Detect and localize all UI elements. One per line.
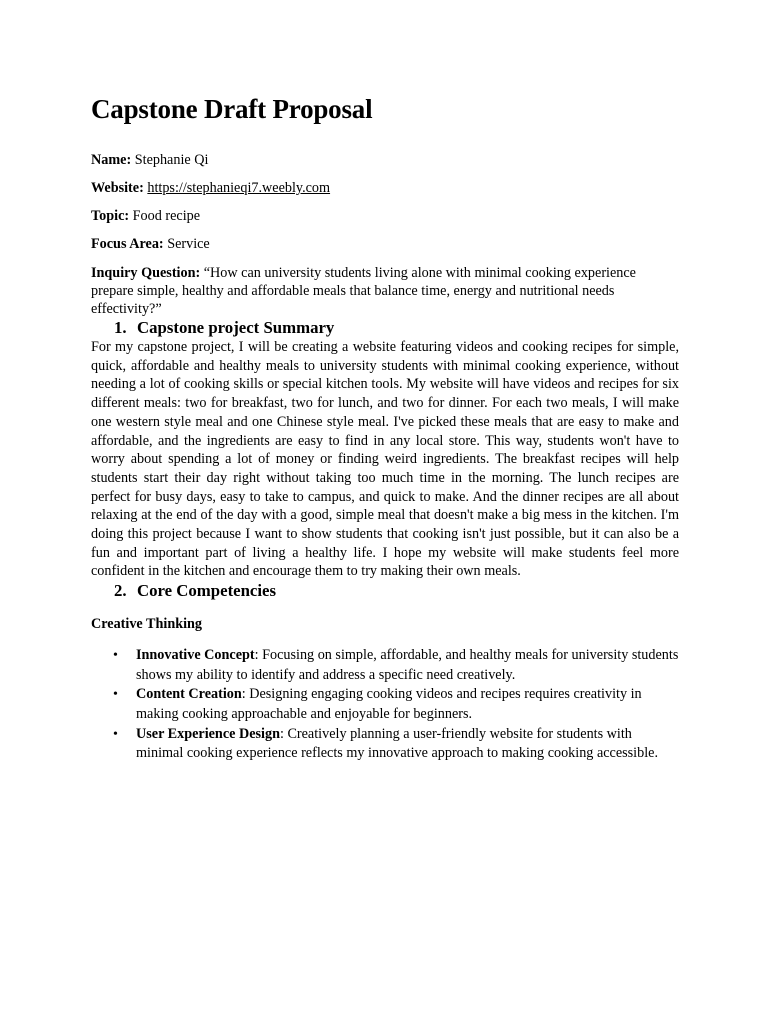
list-item-text: : Focusing on simple, affordable, and healthy meals for university students shows my ability to identify and address a specific need creatively. <box>136 647 679 683</box>
bullet-icon: • <box>113 648 118 664</box>
list-item-term: Content Creation <box>136 686 242 703</box>
document-content <box>91 92 679 764</box>
bullet-icon: • <box>113 726 118 742</box>
inquiry-question-label: Inquiry Question: <box>91 265 201 281</box>
name-field <box>91 152 679 169</box>
section-title: Capstone project Summary <box>137 318 335 337</box>
list-item <box>91 725 679 764</box>
focus-area-label: Focus Area: <box>91 236 164 252</box>
website-link[interactable]: https://stephanieqi7.weebly.com <box>147 180 331 196</box>
document-title: Capstone Draft Proposal <box>91 94 373 124</box>
section-heading-summary <box>91 318 679 338</box>
focus-area-value: Service <box>167 236 210 252</box>
focus-area-field <box>91 236 679 253</box>
topic-label: Topic: <box>91 208 130 224</box>
competency-list <box>91 646 679 763</box>
inquiry-question-field <box>91 264 679 318</box>
name-label: Name: <box>91 152 132 168</box>
list-item-term: User Experience Design <box>136 725 280 742</box>
topic-field <box>91 208 679 225</box>
name-value: Stephanie Qi <box>134 152 209 168</box>
website-label: Website: <box>91 180 144 196</box>
subheading-creative-thinking: Creative Thinking <box>91 616 203 633</box>
summary-paragraph: For my capstone project, I will be creating a website featuring videos and cooking recipes for simple, quick, affordable and healthy meals to university students with minimal cooking experience, without needing a lot of cooking skills or special kitchen tools. My website will have videos and recipes for six different meals: two for breakfast, two for lunch, and two for dinner. For each two meals, I will make one western style meal and one Chinese style meal. I've picked these meals that are easy to make and affordable, and the ingredients are easy to find in any local store. This way, students won't have to worry about spending a lot of money or finding weird ingredients. The breakfast recipes will help students start their day right without taking too much time in the morning. The lunch recipes are perfect for busy days, easy to take to campus, and quick to make. And the dinner recipes are all about relaxing at the end of the day with a good, simple meal that doesn't make a big mess in the kitchen. I'm doing this project because I want to show students that cooking isn't just possible, but it can also be a fun and important part of living a healthy life. I hope my website will make students feel more confident in the kitchen and encourage them to try making their own meals. <box>91 339 679 580</box>
section-heading-competencies <box>91 581 679 601</box>
section-number: 2. <box>114 581 127 601</box>
topic-value: Food recipe <box>132 208 201 224</box>
list-item <box>91 646 679 685</box>
section-title: Core Competencies <box>137 581 277 601</box>
list-item-term: Innovative Concept <box>136 647 255 664</box>
inquiry-question-value: “How can university students living alone with minimal cooking experience prepare simple, healthy and affordable meals that balance time, energy and nutritional needs effectivity?” <box>91 265 636 317</box>
website-field <box>91 180 679 197</box>
section-number: 1. <box>114 318 127 337</box>
list-item <box>91 685 679 724</box>
list-item-text: : Designing engaging cooking videos and recipes requires creativity in making cooking approachable and enjoyable for beginners. <box>136 686 642 722</box>
bullet-icon: • <box>113 687 118 703</box>
list-item-text: : Creatively planning a user-friendly website for students with minimal cooking experience reflects my innovative approach to making cooking accessible. <box>136 725 659 762</box>
